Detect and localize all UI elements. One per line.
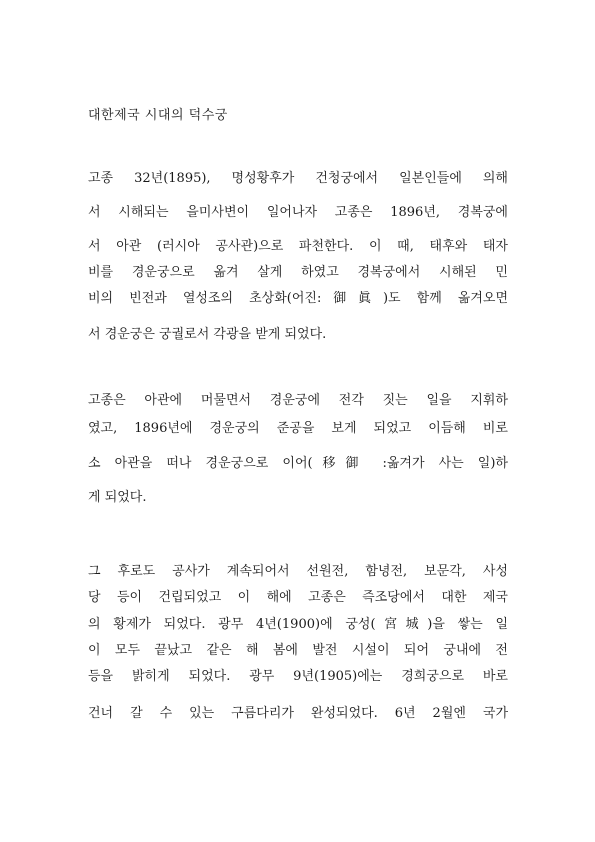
paragraph-1-line-5: 비의 빈전과 열성조의 초상화(어진:御眞)도 함께 옮겨오면 xyxy=(88,291,508,306)
paragraph-3-line-2: 당 등이 건립되었고 이 해에 고종은 즉조당에서 대한 제국 xyxy=(88,590,508,605)
paragraph-3-line-5: 등을 밝히게 되었다. 광무 9년(1905)에는 경희궁으로 바로 xyxy=(88,669,508,684)
paragraph-1-line-1: 고종 32년(1895), 명성황후가 건청궁에서 일본인들에 의해 xyxy=(88,171,508,186)
paragraph-2-line-2: 였고, 1896년에 경운궁의 준공을 보게 되었고 이듬해 비로 xyxy=(88,421,508,436)
paragraph-2-line-4: 게 되었다. xyxy=(88,490,147,505)
document-title: 대한제국 시대의 덕수궁 xyxy=(88,108,228,123)
paragraph-3-line-4: 이 모두 끝났고 같은 해 봄에 발전 시설이 되어 궁내에 전 xyxy=(88,643,508,658)
paragraph-2-line-1: 고종은 아관에 머물면서 경운궁에 전각 짓는 일을 지휘하 xyxy=(88,393,508,408)
paragraph-1-line-6: 서 경운궁은 궁궐로서 각광을 받게 되었다. xyxy=(88,327,327,342)
paragraph-1-line-3: 서 아관 (러시아 공사관)으로 파천한다. 이 때, 태후와 태자 xyxy=(88,239,508,254)
paragraph-2-line-3: 소 아관을 떠나 경운궁으로 이어(移御 :옮겨가 사는 일)하 xyxy=(88,456,508,471)
paragraph-3-line-1: 그 후로도 공사가 계속되어서 선원전, 함녕전, 보문각, 사성 xyxy=(88,564,508,579)
paragraph-3-line-3: 의 황제가 되었다. 광무 4년(1900)에 궁성(宮城)을 쌓는 일 xyxy=(88,617,508,632)
paragraph-1-line-4: 비를 경운궁으로 옮겨 살게 하였고 경복궁에서 시해된 민 xyxy=(88,265,508,280)
paragraph-1-line-2: 서 시해되는 을미사변이 일어나자 고종은 1896년, 경복궁에 xyxy=(88,205,508,220)
paragraph-3-line-6: 건너 갈 수 있는 구름다리가 완성되었다. 6년 2월엔 국가 xyxy=(88,706,508,721)
